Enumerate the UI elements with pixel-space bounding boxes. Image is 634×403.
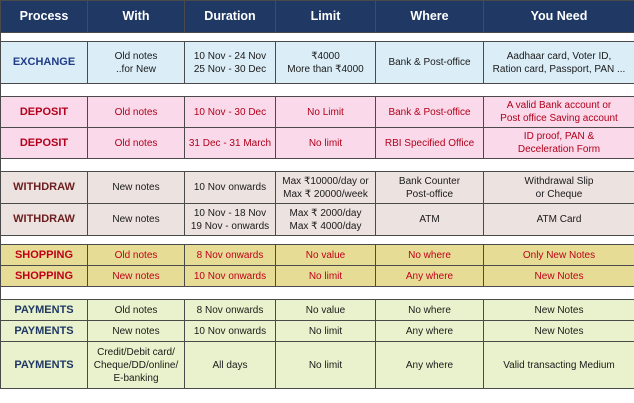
with-line: E-banking	[113, 372, 159, 384]
limit-cell	[276, 128, 376, 159]
table-row	[1, 172, 634, 204]
limit-cell	[276, 300, 376, 321]
limit-cell	[276, 172, 376, 204]
table-header	[1, 1, 634, 33]
duration-cell	[185, 321, 276, 342]
where-cell	[376, 300, 484, 321]
process-cell: PAYMENTS	[1, 321, 88, 342]
where-line: Any where	[405, 270, 454, 282]
need-line: Only New Notes	[522, 249, 596, 261]
with-line: Cheque/DD/online/	[93, 359, 179, 371]
spacer-cell	[1, 84, 634, 97]
duration-cell	[185, 128, 276, 159]
with-line: New notes	[112, 325, 160, 337]
where-cell	[376, 266, 484, 287]
with-line: New notes	[112, 270, 160, 282]
limit-line: No limit	[308, 270, 343, 282]
table-row	[1, 204, 634, 236]
limit-cell	[276, 204, 376, 236]
header-row	[1, 1, 634, 33]
where-line: Post-office	[405, 188, 454, 200]
need-line: or Cheque	[535, 188, 583, 200]
need-line: Withdrawal Slip	[524, 175, 594, 187]
where-cell	[376, 245, 484, 266]
table-row	[1, 97, 634, 128]
need-cell	[484, 300, 634, 321]
limit-line: No limit	[308, 325, 343, 337]
process-cell: SHOPPING	[1, 245, 88, 266]
with-cell	[88, 128, 185, 159]
limit-cell	[276, 245, 376, 266]
limit-line: No value	[305, 304, 346, 316]
where-cell	[376, 42, 484, 84]
table-row	[1, 266, 634, 287]
limit-line: More than ₹4000	[287, 63, 364, 75]
need-line: Deceleration Form	[517, 144, 601, 155]
need-line: Valid transacting Medium	[503, 359, 615, 371]
where-line: No where	[408, 249, 451, 261]
spacer-cell	[1, 287, 634, 300]
with-cell	[88, 342, 185, 389]
group-spacer	[1, 33, 634, 42]
need-cell	[484, 172, 634, 204]
table-row	[1, 321, 634, 342]
where-cell	[376, 321, 484, 342]
need-line: Aadhaar card, Voter ID,	[506, 50, 612, 62]
limit-cell	[276, 97, 376, 128]
group-spacer	[1, 287, 634, 300]
where-cell	[376, 172, 484, 204]
limit-line: No value	[305, 249, 346, 261]
duration-line: 25 Nov - 30 Dec	[193, 63, 267, 75]
group-spacer	[1, 236, 634, 245]
spacer-cell	[1, 159, 634, 172]
process-cell: PAYMENTS	[1, 342, 88, 389]
limit-line: Max ₹10000/day or	[282, 175, 369, 187]
duration-line: 10 Nov - 30 Dec	[193, 106, 267, 118]
need-line: A valid Bank account or	[506, 100, 612, 111]
duration-cell	[185, 300, 276, 321]
limit-line: Max ₹ 4000/day	[289, 220, 362, 232]
need-line: ATM Card	[536, 214, 582, 225]
group-spacer	[1, 159, 634, 172]
need-cell	[484, 42, 634, 84]
header-with: With	[88, 1, 185, 33]
duration-cell	[185, 204, 276, 236]
spacer-cell	[1, 33, 634, 42]
with-line: ..for New	[115, 63, 156, 75]
with-cell	[88, 321, 185, 342]
with-line: New notes	[112, 214, 160, 225]
group-spacer	[1, 84, 634, 97]
duration-cell	[185, 97, 276, 128]
process-cell: SHOPPING	[1, 266, 88, 287]
limit-line: Max ₹ 2000/day	[289, 207, 362, 219]
duration-cell	[185, 172, 276, 204]
need-cell	[484, 204, 634, 236]
duration-line: 31 Dec - 31 March	[188, 137, 272, 149]
limit-line: No limit	[308, 359, 343, 371]
duration-line: 8 Nov onwards	[196, 249, 264, 261]
where-line: Bank & Post-office	[388, 57, 471, 68]
limit-cell	[276, 321, 376, 342]
where-cell	[376, 342, 484, 389]
need-line: New Notes	[534, 270, 584, 282]
header-you-need: You Need	[484, 1, 634, 33]
duration-line: 19 Nov - onwards	[190, 220, 270, 232]
with-line: Old notes	[114, 304, 158, 316]
table-row	[1, 342, 634, 389]
where-cell	[376, 128, 484, 159]
process-cell: PAYMENTS	[1, 300, 88, 321]
process-cell: WITHDRAW	[1, 172, 88, 204]
duration-line: 10 Nov onwards	[193, 270, 267, 282]
with-cell	[88, 300, 185, 321]
limit-cell	[276, 42, 376, 84]
duration-line: 8 Nov onwards	[196, 304, 264, 316]
duration-line: 10 Nov onwards	[193, 325, 267, 337]
table-row	[1, 128, 634, 159]
duration-cell	[185, 245, 276, 266]
header-limit: Limit	[276, 1, 376, 33]
with-cell	[88, 42, 185, 84]
with-cell	[88, 204, 185, 236]
with-cell	[88, 245, 185, 266]
process-cell: EXCHANGE	[1, 42, 88, 84]
spacer-cell	[1, 236, 634, 245]
with-line: Old notes	[114, 137, 158, 149]
where-line: RBI Specified Office	[384, 137, 475, 149]
need-line: New Notes	[534, 304, 584, 316]
duration-line: 10 Nov onwards	[193, 182, 267, 193]
process-cell: WITHDRAW	[1, 204, 88, 236]
with-line: Old notes	[114, 106, 158, 118]
limit-line: ₹4000	[311, 50, 340, 62]
where-line: Any where	[405, 359, 454, 371]
need-cell	[484, 342, 634, 389]
with-cell	[88, 266, 185, 287]
where-line: Bank Counter	[398, 175, 461, 187]
with-line: Old notes	[114, 249, 158, 261]
process-cell: DEPOSIT	[1, 97, 88, 128]
with-cell	[88, 97, 185, 128]
duration-line: 10 Nov - 24 Nov	[193, 50, 267, 62]
with-line: New notes	[112, 182, 160, 193]
header-duration: Duration	[185, 1, 276, 33]
limit-cell	[276, 342, 376, 389]
need-line: Post office Saving account	[500, 113, 618, 124]
header-where: Where	[376, 1, 484, 33]
limit-line: Max ₹ 20000/week	[283, 188, 368, 200]
need-cell	[484, 97, 634, 128]
duration-cell	[185, 266, 276, 287]
where-cell	[376, 204, 484, 236]
need-cell	[484, 321, 634, 342]
need-cell	[484, 128, 634, 159]
duration-cell	[185, 342, 276, 389]
where-line: ATM	[419, 214, 440, 225]
need-line: ID proof, PAN &	[523, 131, 595, 142]
need-line: Ration card, Passport, PAN ...	[492, 63, 626, 75]
where-line: Any where	[405, 325, 454, 337]
need-cell	[484, 266, 634, 287]
limit-line: No limit	[308, 137, 343, 149]
process-cell: DEPOSIT	[1, 128, 88, 159]
table-row	[1, 300, 634, 321]
duration-line: All days	[212, 359, 248, 371]
duration-cell	[185, 42, 276, 84]
limit-cell	[276, 266, 376, 287]
where-line: Bank & Post-office	[388, 106, 471, 118]
with-line: Credit/Debit card/	[97, 346, 175, 358]
table-row	[1, 42, 634, 84]
where-cell	[376, 97, 484, 128]
with-line: Old notes	[114, 50, 158, 62]
limit-line: No Limit	[307, 106, 344, 118]
with-cell	[88, 172, 185, 204]
where-line: No where	[408, 304, 451, 316]
duration-line: 10 Nov - 18 Nov	[193, 207, 267, 219]
need-cell	[484, 245, 634, 266]
header-process: Process	[1, 1, 88, 33]
table-row	[1, 245, 634, 266]
need-line: New Notes	[534, 325, 584, 337]
table-body	[1, 33, 634, 389]
